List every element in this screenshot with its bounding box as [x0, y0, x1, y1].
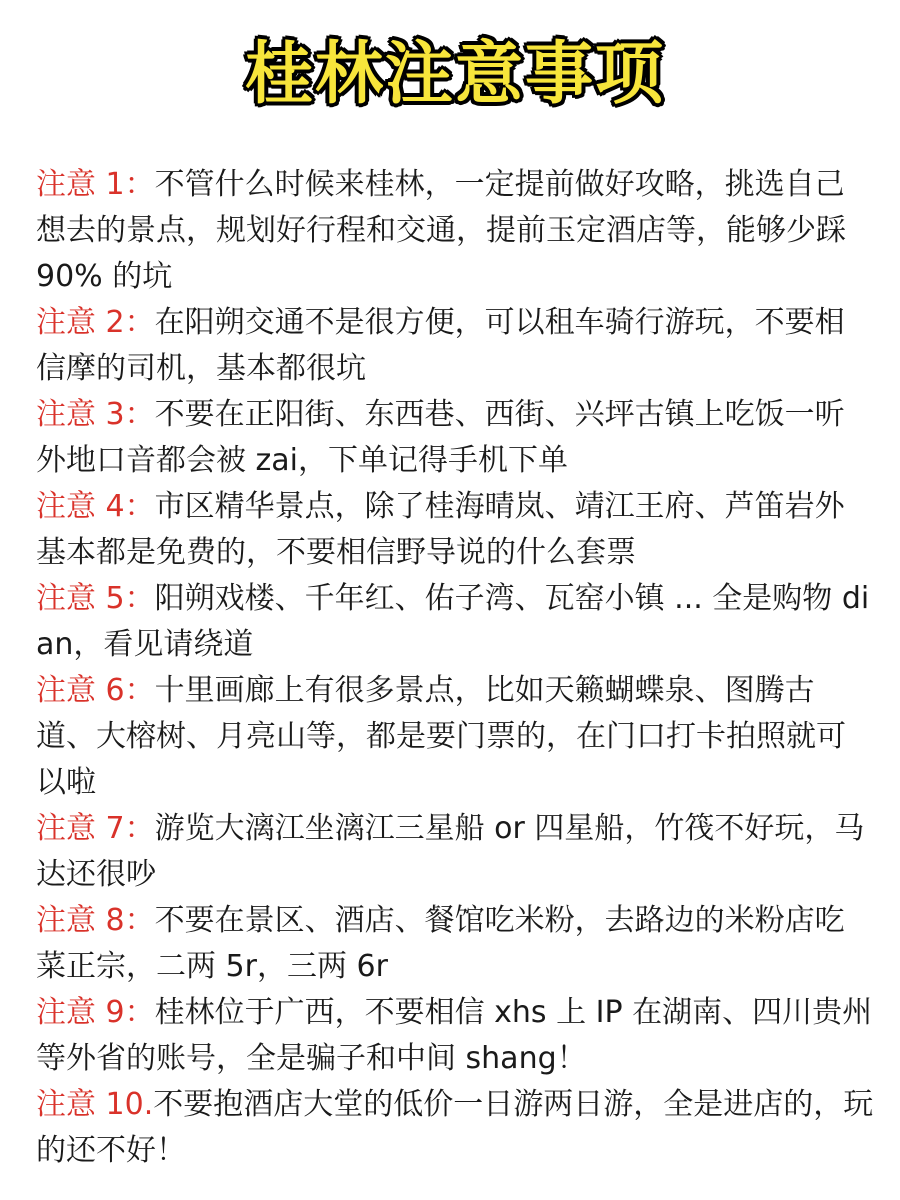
note-text: 十里画廊上有很多景点，比如天籁蝴蝶泉、图腾古道、大榕树、月亮山等，都是要门票的，在门口打卡拍照就可以啦 — [36, 673, 846, 800]
note-label: 注意 7： — [36, 811, 155, 846]
note-label: 注意 10. — [36, 1087, 154, 1122]
note-item — [36, 668, 874, 806]
note-item — [36, 576, 874, 668]
note-label: 注意 1： — [36, 167, 155, 202]
note-text: 不要抱酒店大堂的低价一日游两日游，全是进店的，玩的还不好！ — [36, 1087, 874, 1168]
note-text: 不要在正阳街、东西巷、西街、兴坪古镇上吃饭一听外地口音都会被 zai，下单记得手机下单 — [36, 397, 845, 478]
note-item — [36, 300, 874, 392]
note-text: 游览大漓江坐漓江三星船 or 四星船，竹筏不好玩，马达还很吵 — [36, 811, 865, 892]
note-item — [36, 162, 874, 300]
note-text: 桂林位于广西，不要相信 xhs 上 IP 在湖南、四川贵州等外省的账号，全是骗子和中间 shang！ — [36, 995, 873, 1076]
note-label: 注意 3： — [36, 397, 155, 432]
note-text: 不管什么时候来桂林，一定提前做好攻略，挑选自己想去的景点，规划好行程和交通，提前玉定酒店等，能够少踩 90% 的坑 — [36, 167, 846, 294]
note-item — [36, 392, 874, 484]
note-label: 注意 9： — [36, 995, 155, 1030]
note-item — [36, 1082, 874, 1174]
note-text: 不要在景区、酒店、餐馆吃米粉，去路边的米粉店吃菜正宗，二两 5r，三两 6r — [36, 903, 845, 984]
note-label: 注意 2： — [36, 305, 155, 340]
note-text: 阳朔戏楼、千年红、佑子湾、瓦窑小镇 ... 全是购物 dian，看见请绕道 — [36, 581, 870, 662]
note-text: 市区精华景点，除了桂海晴岚、靖江王府、芦笛岩外基本都是免费的，不要相信野导说的什么套票 — [36, 489, 845, 570]
note-label: 注意 6： — [36, 673, 155, 708]
note-item — [36, 898, 874, 990]
note-label: 注意 8： — [36, 903, 155, 938]
note-text: 在阳朔交通不是很方便，可以租车骑行游玩，不要相信摩的司机，基本都很坑 — [36, 305, 845, 386]
note-item — [36, 484, 874, 576]
page-title: 桂林注意事项 — [244, 35, 665, 114]
note-item — [36, 990, 874, 1082]
note-label: 注意 4： — [36, 489, 155, 524]
notes-list — [36, 162, 874, 1174]
note-item — [36, 806, 874, 898]
note-label: 注意 5： — [36, 581, 155, 616]
